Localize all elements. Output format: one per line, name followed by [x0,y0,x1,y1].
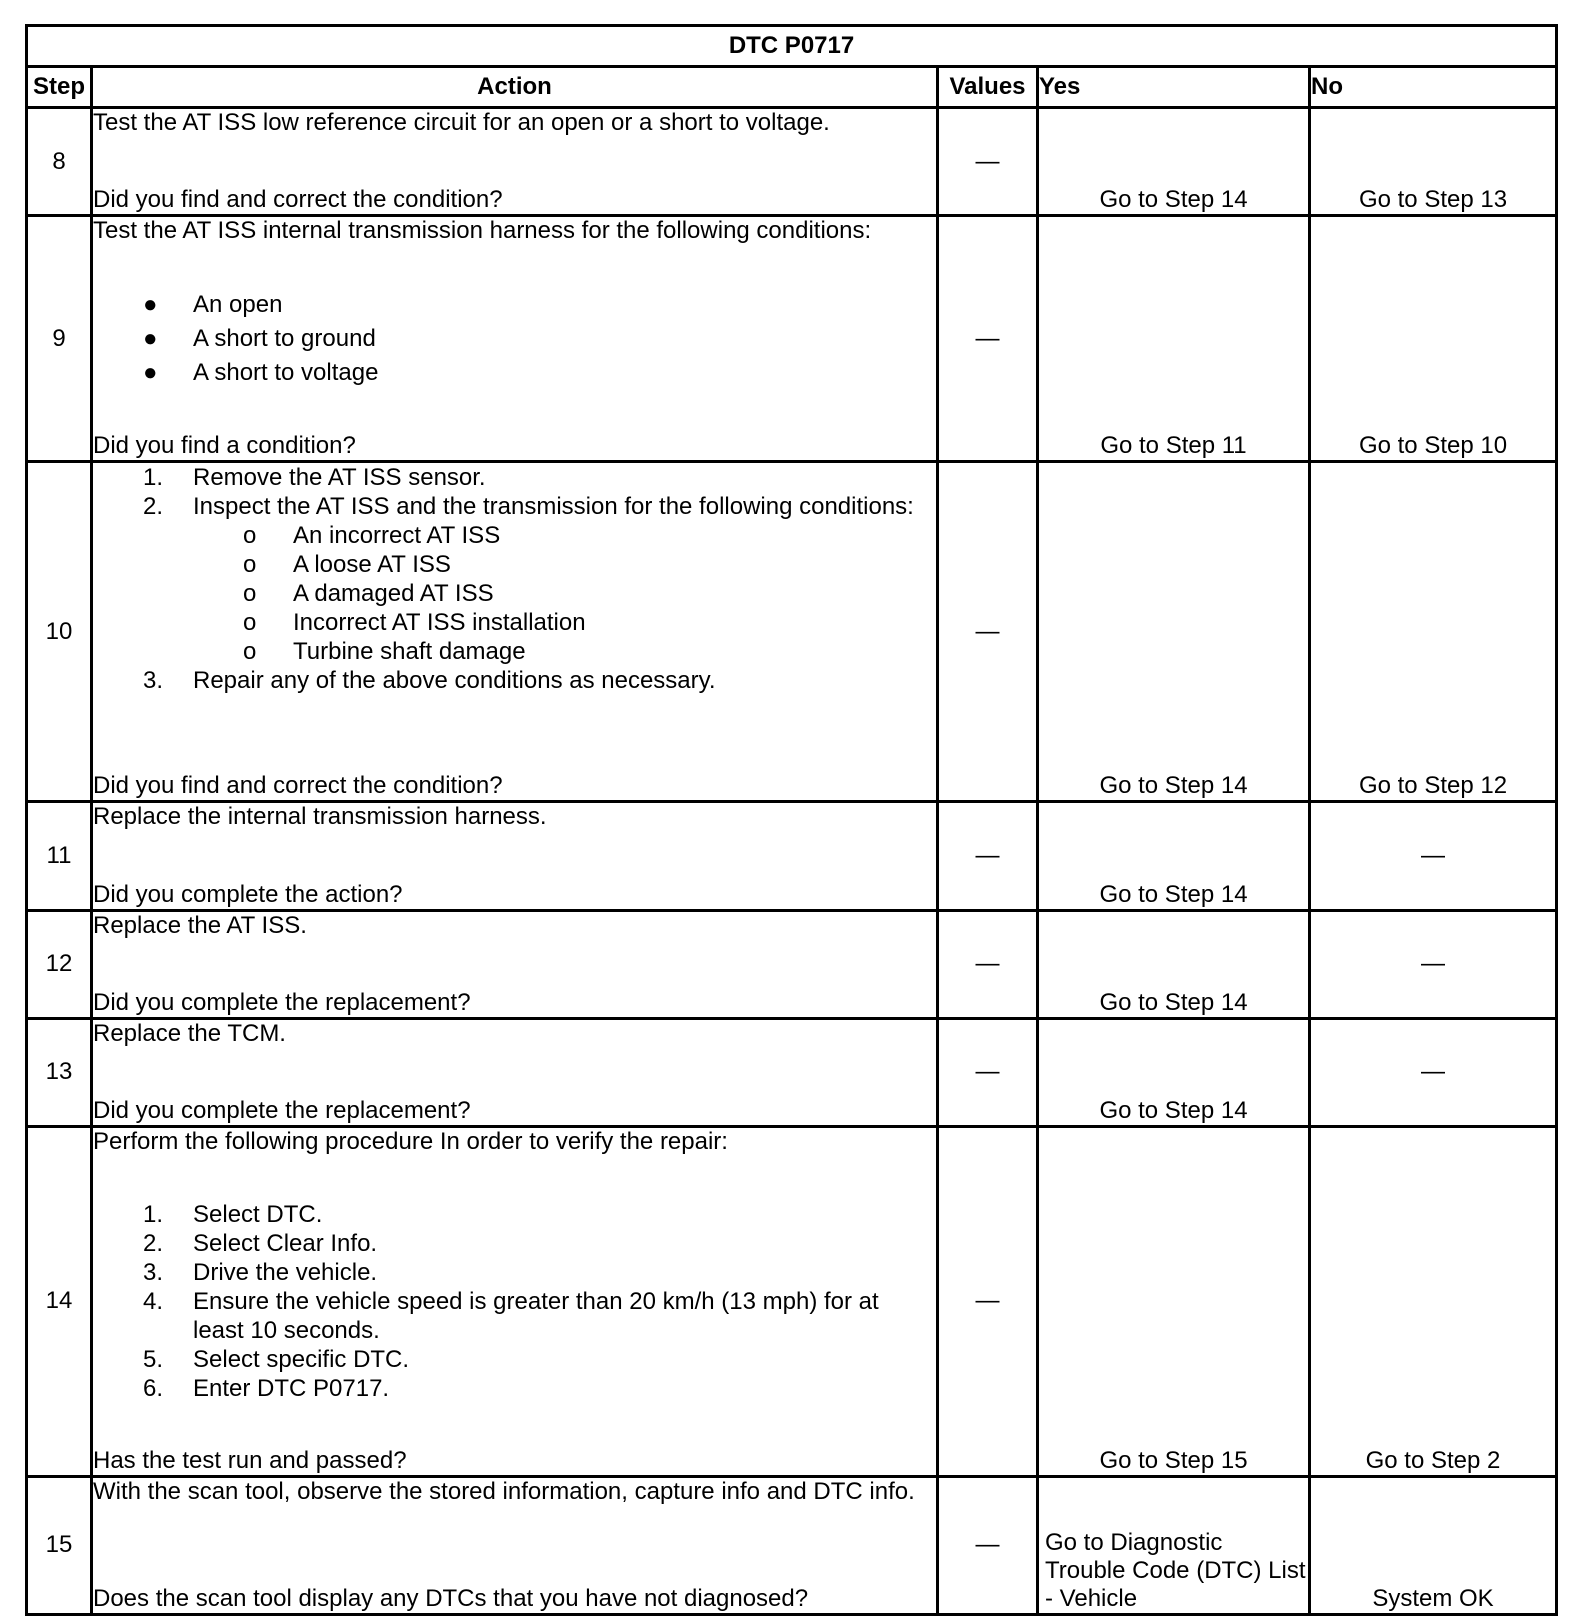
condition-list [93,288,936,390]
procedure-list [93,463,936,695]
bullet-icon: ● [143,324,158,352]
list-item: 6. Enter DTC P0717. [143,1374,390,1402]
list-item: 3. Repair any of the above conditions as necessary. [143,667,716,695]
bullet-icon: ● [143,358,158,386]
step-number: 14 [27,1126,92,1476]
header-yes: Yes [1038,67,1310,108]
circle-bullet-icon: o [243,580,257,608]
list-item: ● A short to ground [93,322,936,356]
no-cell: — [1310,802,1557,910]
values-cell: — [938,108,1038,216]
header-values: Values [938,67,1038,108]
action-text: Replace the internal transmission harness. [93,803,547,831]
step-number: 12 [27,910,92,1018]
action-text: Test the AT ISS internal transmission harness for the following conditions: [93,217,872,245]
yes-cell: Go to Step 14 [1038,910,1310,1018]
values-cell: — [938,462,1038,802]
header-row [27,67,1557,108]
list-item: 2. Select Clear Info. [143,1229,378,1257]
action-question: Did you complete the replacement? [93,988,471,1016]
list-item: o A loose AT ISS [243,551,451,579]
header-action: Action [92,67,938,108]
yes-cell: Go to Step 15 [1038,1126,1310,1476]
action-question: Did you find a condition? [93,432,356,460]
no-cell: System OK [1310,1476,1557,1614]
no-cell: — [1310,1018,1557,1126]
sub-condition-list [93,521,936,666]
action-question: Did you complete the action? [93,880,403,908]
action-question: Has the test run and passed? [93,1446,407,1474]
no-cell: Go to Step 13 [1310,108,1557,216]
yes-cell: Go to Diagnostic Trouble Code (DTC) List - Vehicle [1038,1476,1310,1614]
circle-bullet-icon: o [243,551,257,579]
no-cell: Go to Step 10 [1310,216,1557,462]
yes-cell: Go to Step 14 [1038,108,1310,216]
step-number: 11 [27,802,92,910]
list-item: 1. Remove the AT ISS sensor. [143,464,486,492]
action-cell [92,108,938,216]
circle-bullet-icon: o [243,638,257,666]
action-text: Perform the following procedure In order to verify the repair: [93,1127,728,1155]
list-item: 4. Ensure the vehicle speed is greater than 20 km/h (13 mph) for at least 10 seconds. [143,1287,879,1344]
list-item: 2. Inspect the AT ISS and the transmission for the following conditions: o An incorrect AT ISS o A loose AT ISS o A damaged AT ISS o Incorrect AT ISS installation o Turbine shaft damage [93,492,936,666]
no-cell: — [1310,910,1557,1018]
list-item: 1. Select DTC. [143,1200,323,1228]
table-row [27,802,1557,910]
step-number: 15 [27,1476,92,1614]
circle-bullet-icon: o [243,522,257,550]
yes-cell: Go to Step 11 [1038,216,1310,462]
values-cell: — [938,1126,1038,1476]
list-item: o Incorrect AT ISS installation [243,609,586,637]
values-cell: — [938,802,1038,910]
table-row [27,1018,1557,1126]
table-title: DTC P0717 [27,26,1557,67]
header-no: No [1310,67,1557,108]
bullet-icon: ● [143,290,158,318]
dtc-table [25,24,1558,1616]
action-text: Replace the TCM. [93,1019,286,1047]
table-row [27,1126,1557,1476]
yes-cell: Go to Step 14 [1038,802,1310,910]
action-question: Did you find and correct the condition? [93,186,503,214]
header-step: Step [27,67,92,108]
values-cell: — [938,910,1038,1018]
no-cell: Go to Step 12 [1310,462,1557,802]
values-cell: — [938,1018,1038,1126]
list-item: 5. Select specific DTC. [143,1345,410,1373]
action-cell [92,216,938,462]
list-item: ● An open [93,288,936,322]
table-row [27,216,1557,462]
list-item: o A damaged AT ISS [243,580,494,608]
step-number: 10 [27,462,92,802]
table-row [27,462,1557,802]
action-cell [92,910,938,1018]
values-cell: — [938,216,1038,462]
list-item: ● A short to voltage [93,356,936,390]
action-question: Does the scan tool display any DTCs that you have not diagnosed? [93,1585,809,1612]
step-number: 8 [27,108,92,216]
list-item: o An incorrect AT ISS [243,522,501,550]
action-question: Did you find and correct the condition? [93,772,503,800]
list-item: 3. Drive the vehicle. [143,1258,378,1286]
action-cell [92,1476,938,1614]
table-row [27,108,1557,216]
step-number: 13 [27,1018,92,1126]
table-row [27,1476,1557,1614]
yes-cell: Go to Step 14 [1038,462,1310,802]
action-text: Replace the AT ISS. [93,911,307,939]
list-item: o Turbine shaft damage [243,638,526,666]
values-cell: — [938,1476,1038,1614]
action-cell [92,1126,938,1476]
action-cell [92,462,938,802]
action-text: Test the AT ISS low reference circuit for an open or a short to voltage. [93,109,830,137]
step-number: 9 [27,216,92,462]
action-question: Did you complete the replacement? [93,1096,471,1124]
yes-cell: Go to Step 14 [1038,1018,1310,1126]
circle-bullet-icon: o [243,609,257,637]
action-text: With the scan tool, observe the stored information, capture info and DTC info. [93,1477,915,1505]
action-cell [92,1018,938,1126]
table-row [27,910,1557,1018]
no-cell: Go to Step 2 [1310,1126,1557,1476]
procedure-list [93,1200,936,1403]
action-cell [92,802,938,910]
